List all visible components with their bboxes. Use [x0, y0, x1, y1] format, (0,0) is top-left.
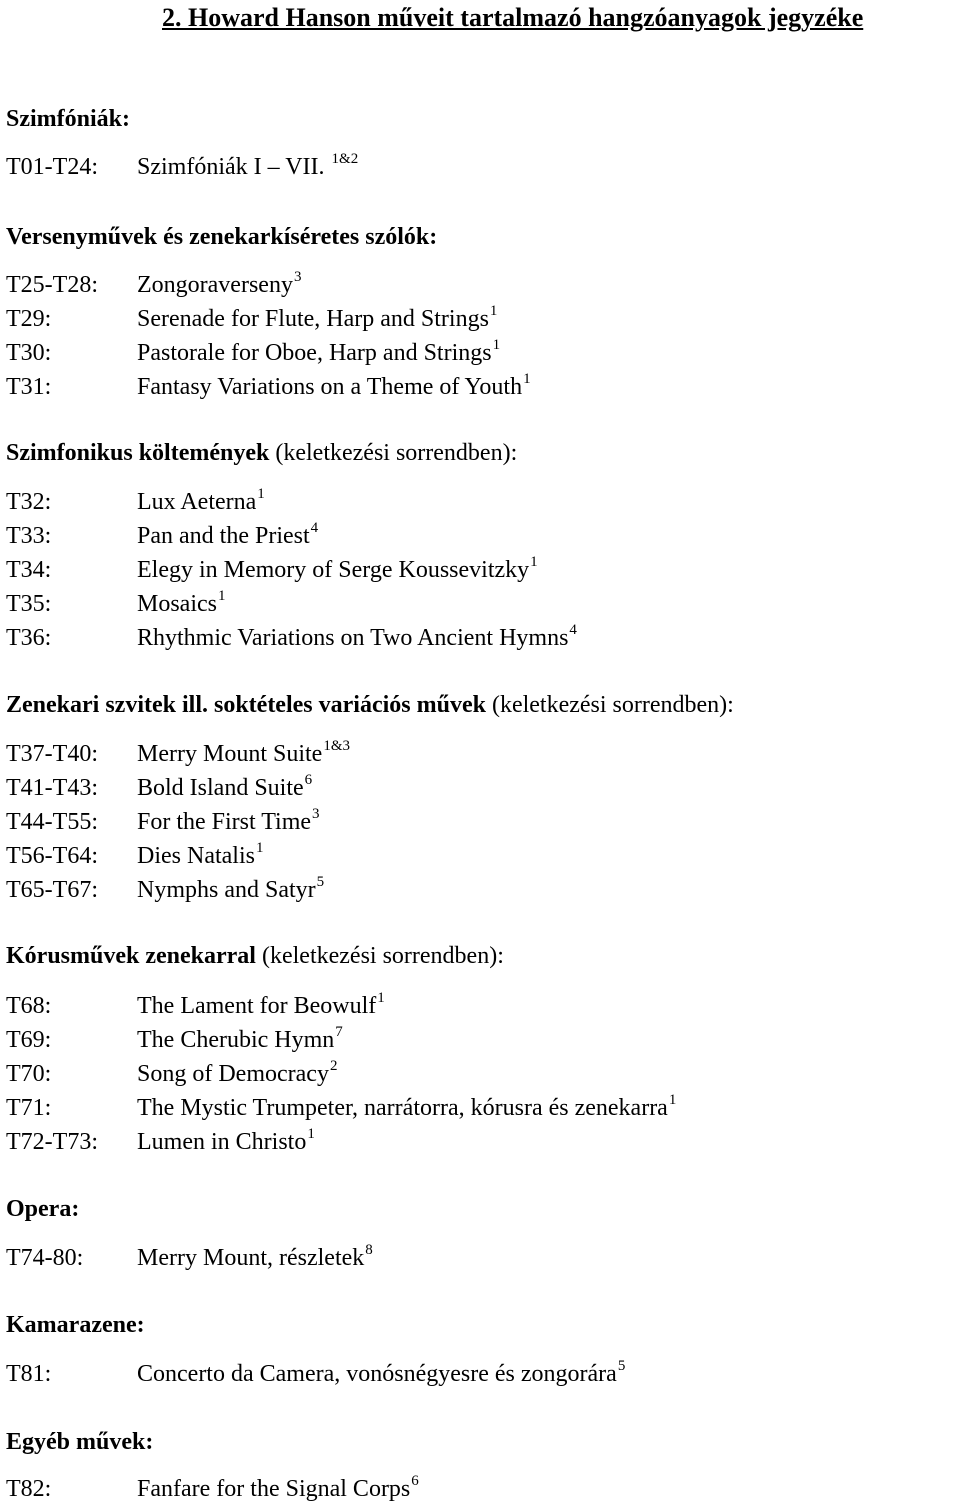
item-title: Pastorale for Oboe, Harp and Strings$^1$: [137, 337, 501, 366]
item-title: Merry Mount Suite$^{1\&3}$: [137, 738, 350, 767]
footnote-ref: 1: [523, 371, 531, 387]
heading-bold: Opera:: [6, 1196, 80, 1222]
footnote-ref: 6: [411, 1473, 419, 1489]
footnote-ref: 1&2: [331, 151, 359, 167]
item-title: Fanfare for the Signal Corps$^6$: [137, 1473, 419, 1502]
heading-normal: (keletkezési sorrendben):: [485, 692, 734, 718]
footnote-ref: 1: [255, 840, 264, 856]
item-title: Szimfóniák I – VII. $^{1\&2}$: [137, 151, 359, 180]
footnote-ref: 8: [365, 1242, 373, 1258]
page-title: 2. Howard Hanson műveit tartalmazó hangzóanyagok jegyzéke: [162, 3, 864, 32]
item-code: T44-T55:: [6, 809, 98, 835]
item-code: T71:: [6, 1095, 52, 1121]
item-title: Rhythmic Variations on Two Ancient Hymns$^4$: [137, 622, 577, 651]
item-code: T72-T73:: [6, 1129, 98, 1155]
item-code: T36:: [6, 625, 52, 651]
section-heading-symphonic-poems: [6, 438, 517, 468]
item-code: T32:: [6, 489, 52, 515]
item-title: Pan and the Priest$^4$: [137, 520, 319, 549]
footnote-ref: 4: [310, 520, 319, 536]
item-code: T68:: [6, 993, 52, 1019]
item-title: Mosaics$^1$: [137, 588, 226, 617]
footnote-ref: 7: [335, 1024, 343, 1040]
item-code: T82:: [6, 1476, 52, 1502]
item-title: Zongoraverseny$^3$: [137, 269, 302, 298]
item-title: Song of Democracy$^2$: [137, 1058, 338, 1087]
footnote-ref: 6: [304, 772, 313, 788]
footnote-ref: 1: [377, 990, 385, 1006]
footnote-ref: 1&3: [323, 738, 350, 754]
item-title: Nymphs and Satyr$^5$: [137, 874, 325, 903]
item-code: T74-80:: [6, 1245, 84, 1271]
section-heading-symphonies: [6, 104, 130, 134]
section-heading-chamber: [6, 1310, 145, 1340]
item-code: T65-T67:: [6, 877, 98, 903]
item-code: T33:: [6, 523, 52, 549]
heading-bold: Zenekari szvitek ill. soktételes variációs művek: [6, 692, 486, 718]
footnote-ref: 1: [307, 1126, 315, 1142]
heading-bold: Egyéb művek:: [6, 1429, 154, 1455]
item-code: T56-T64:: [6, 843, 98, 869]
item-title: Lux Aeterna$^1$: [137, 486, 265, 515]
footnote-ref: 2: [329, 1058, 338, 1074]
item-code: T34:: [6, 557, 52, 583]
item-title: Concerto da Camera, vonósnégyesre és zongorára$^5$: [137, 1358, 626, 1387]
section-heading-suites: [6, 690, 734, 720]
heading-bold: Szimfóniák:: [6, 106, 131, 132]
item-title: For the First Time$^3$: [137, 806, 320, 835]
footnote-ref: 1: [530, 554, 538, 570]
item-code: T29:: [6, 306, 52, 332]
footnote-ref: 1: [492, 337, 501, 353]
heading-bold: Kamarazene:: [6, 1312, 145, 1338]
item-title: The Lament for Beowulf$^1$: [137, 990, 385, 1019]
item-title: The Cherubic Hymn$^7$: [137, 1024, 343, 1053]
item-code: T41-T43:: [6, 775, 98, 801]
item-title: Dies Natalis$^1$: [137, 840, 264, 869]
item-title: Lumen in Christo$^1$: [137, 1126, 315, 1155]
section-heading-opera: [6, 1194, 79, 1224]
footnote-ref: 3: [293, 269, 302, 285]
item-code: T70:: [6, 1061, 52, 1087]
heading-normal: (keletkezési sorrendben):: [255, 943, 504, 969]
item-code: T25-T28:: [6, 272, 98, 298]
footnote-ref: 1: [257, 486, 265, 502]
footnote-ref: 5: [316, 874, 325, 890]
footnote-ref: 3: [312, 806, 320, 822]
item-title: Merry Mount, részletek$^8$: [137, 1242, 373, 1271]
item-code: T35:: [6, 591, 52, 617]
footnote-ref: 5: [617, 1358, 626, 1374]
item-code: T31:: [6, 374, 52, 400]
section-heading-choral: [6, 941, 504, 971]
item-code: T69:: [6, 1027, 52, 1053]
item-code: T37-T40:: [6, 741, 98, 767]
item-code: T30:: [6, 340, 52, 366]
footnote-ref: 1: [668, 1092, 677, 1108]
footnote-ref: 1: [489, 303, 498, 319]
item-code: T81:: [6, 1361, 52, 1387]
footnote-ref: 4: [569, 622, 577, 638]
section-heading-concertos: [6, 222, 437, 252]
heading-bold: Versenyművek és zenekarkíséretes szólók:: [6, 224, 438, 250]
item-title: The Mystic Trumpeter, narrátorra, kórusra és zenekarra$^1$: [137, 1092, 677, 1121]
item-title: Serenade for Flute, Harp and Strings$^1$: [137, 303, 498, 332]
item-title: Fantasy Variations on a Theme of Youth$^1$: [137, 371, 531, 400]
heading-bold: Szimfonikus költemények: [6, 440, 270, 466]
item-title: Bold Island Suite$^6$: [137, 772, 313, 801]
item-title: Elegy in Memory of Serge Koussevitzky$^1$: [137, 554, 538, 583]
heading-bold: Kórusművek zenekarral: [6, 943, 256, 969]
section-heading-other: [6, 1427, 153, 1457]
footnote-ref: 1: [218, 588, 226, 604]
heading-normal: (keletkezési sorrendben):: [269, 440, 518, 466]
item-code: T01-T24:: [6, 154, 98, 180]
